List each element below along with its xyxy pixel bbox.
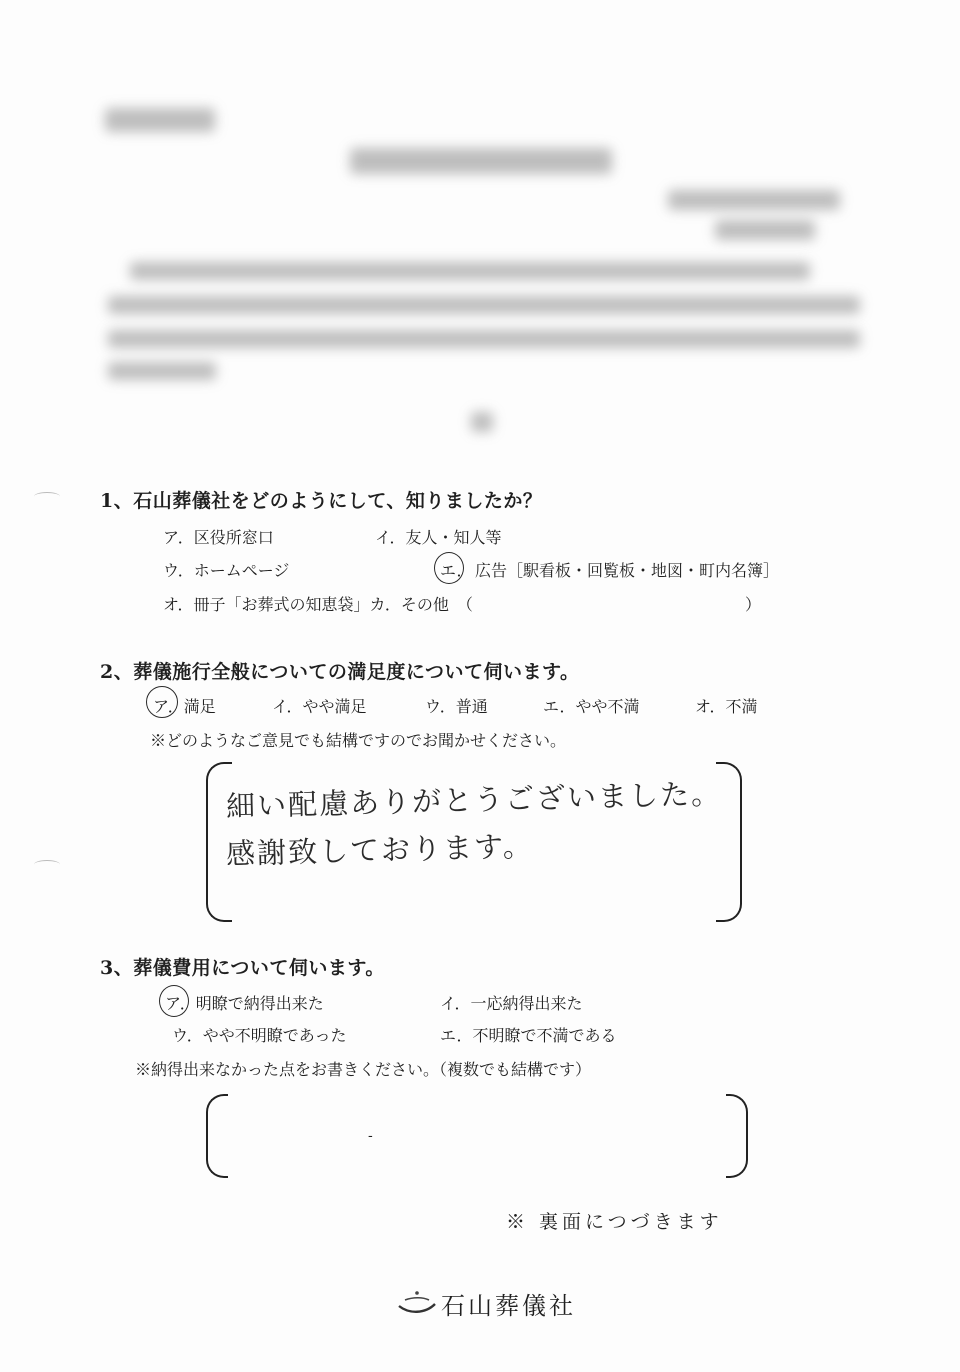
q3-note: ※納得出来なかった点をお書きください。（複数でも結構です） xyxy=(135,1060,592,1079)
q3-option-u: ウ．やや不明瞭であった xyxy=(172,1026,347,1045)
q1-option-e: エ． xyxy=(440,561,473,580)
q1-option-close-paren: ） xyxy=(745,595,762,614)
q2-option-a: ア．満足 xyxy=(153,697,216,716)
q2-option-i: イ．やや満足 xyxy=(272,697,367,716)
blurred-mark xyxy=(471,412,493,432)
q3-option-e: エ．不明瞭で不満である xyxy=(440,1026,617,1045)
blurred-header-label xyxy=(105,108,215,132)
q1-option-e-detail: 広告［駅看板・回覧板・地図・町内名簿］ xyxy=(475,561,780,580)
q2-note: ※どのようなご意見でも結構ですのでお聞かせください。 xyxy=(150,731,567,750)
q1-option-o-ka: オ．冊子「お葬式の知恵袋」カ．その他 （ xyxy=(163,595,473,614)
q3-option-a: ア．明瞭で納得出来た xyxy=(165,994,324,1013)
blurred-paragraph-line xyxy=(108,330,860,348)
blurred-paragraph-line xyxy=(108,362,216,380)
blurred-paragraph-line xyxy=(130,262,810,280)
q2-option-o: オ．不満 xyxy=(695,697,758,716)
answer-box-mark: - xyxy=(368,1128,373,1144)
punch-mark xyxy=(34,860,60,869)
blurred-title xyxy=(350,148,612,174)
logo-mark-icon xyxy=(395,1280,439,1320)
blurred-company xyxy=(668,190,840,210)
q1-option-u: ウ．ホームページ xyxy=(163,561,290,580)
answer-box-left-bracket xyxy=(206,1094,228,1178)
company-name: 石山葬儀社 xyxy=(441,1292,576,1320)
question-2-title: 2、葬儀施行全般についての満足度について伺います。 xyxy=(100,661,580,683)
q2-option-u: ウ．普通 xyxy=(425,697,488,716)
q1-option-i: イ．友人・知人等 xyxy=(375,528,502,547)
blurred-company-sub xyxy=(715,220,815,240)
handwritten-comment-line-1: 細い配慮ありがとうございました。 xyxy=(225,776,723,824)
answer-box-right-bracket xyxy=(726,1094,748,1178)
punch-mark xyxy=(34,492,60,501)
handwritten-comment-line-2: 感謝致しております。 xyxy=(225,828,535,872)
blurred-paragraph-line xyxy=(108,296,860,314)
question-3-title: 3、葬儀費用について伺います。 xyxy=(100,957,385,979)
q1-option-a: ア．区役所窓口 xyxy=(163,528,274,547)
q3-option-i: イ．一応納得出来た xyxy=(440,994,583,1013)
q2-option-e: エ．やや不満 xyxy=(543,697,640,716)
company-logo xyxy=(395,1274,575,1324)
question-1-title: 1、石山葬儀社をどのようにして、知りましたか？ xyxy=(100,490,543,512)
continue-note: ※ 裏面につづきます xyxy=(506,1211,723,1233)
